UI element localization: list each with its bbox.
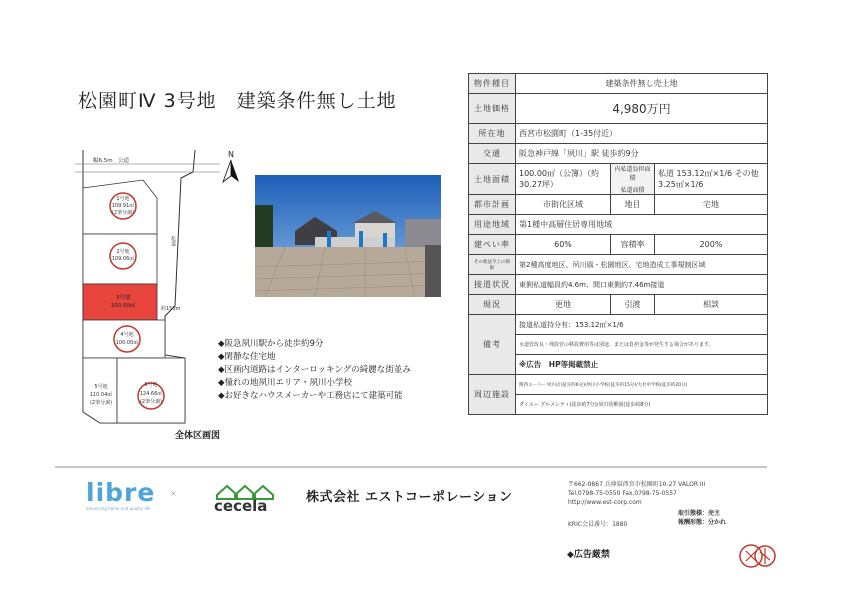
lot-2-name: 2号地 bbox=[116, 249, 130, 255]
spec-label: その他法令上の制限 bbox=[469, 255, 516, 275]
page-title: 松園町Ⅳ 3号地 建築条件無し土地 bbox=[78, 90, 397, 112]
address-line: 〒662-0867 兵庫県西宮市松園町10-27 VALOR III bbox=[568, 481, 706, 488]
lot-1-status: (2筆分譲) bbox=[111, 210, 135, 216]
lot-6-name: 6号地 bbox=[144, 382, 158, 388]
remarks-line: 水道管改良・埋設管の移設費用等は別途、または負担金等が発生する場合があります。 bbox=[516, 335, 768, 355]
table-row bbox=[469, 195, 768, 215]
map-caption: 全体区画図 bbox=[175, 431, 221, 441]
spec-label: 現況 bbox=[469, 295, 516, 315]
side-road-label: 私道 bbox=[170, 236, 176, 246]
lot-6-status: (2筆分譲) bbox=[139, 399, 163, 405]
spec-label: 周辺施設 bbox=[469, 375, 516, 415]
spec-label: 土地価格 bbox=[469, 94, 516, 124]
libre-logo: libre bbox=[86, 478, 156, 507]
spec-value: 第1種中高層住居専用地域 bbox=[516, 215, 768, 235]
lot-5-area: 110.04㎡ bbox=[89, 392, 113, 398]
company-name: 株式会社 エストコーポレーション bbox=[306, 490, 513, 505]
width-label: 約150m bbox=[161, 306, 181, 312]
spec-label: 容積率 bbox=[611, 235, 655, 255]
libre-tagline: enhancing home and quality life bbox=[86, 506, 151, 511]
torihiki-line: 報酬形態：分かれ bbox=[678, 519, 727, 526]
spec-label: 物件種目 bbox=[469, 74, 516, 94]
feature-item: ◆閑静な住宅地 bbox=[218, 352, 276, 362]
spec-value: 100.00㎡（公簿）（約30.27坪） bbox=[516, 164, 611, 195]
feature-item: ◆阪急夙川駅から徒歩約9分 bbox=[218, 339, 324, 349]
spec-label: 接道状況 bbox=[469, 275, 516, 295]
feature-item: ◆区画内道路はインターロッキングの綺麗な街並み bbox=[218, 365, 411, 375]
private-road-label-2: 私道面積 bbox=[620, 187, 645, 194]
lot-3-name: 3号地 bbox=[115, 295, 131, 301]
table-row bbox=[469, 255, 768, 275]
divider bbox=[55, 466, 767, 468]
table-row bbox=[469, 375, 768, 395]
spec-value: 市街化区域 bbox=[516, 195, 611, 215]
lot-4-area: 100.00㎡ bbox=[115, 340, 139, 346]
table-row bbox=[469, 315, 768, 335]
private-road-label-1: 内私道負担面積 bbox=[614, 166, 651, 182]
spec-value: 更地 bbox=[516, 295, 611, 315]
north-label: N bbox=[228, 150, 234, 159]
spec-label: 用途地域 bbox=[469, 215, 516, 235]
feature-item: ◆憧れの地夙川エリア・夙川小学校 bbox=[218, 378, 353, 388]
ad-note: ※広告 HP等掲載禁止 bbox=[516, 355, 768, 375]
spec-label bbox=[611, 164, 655, 195]
spec-value: 宅地 bbox=[655, 195, 768, 215]
spec-label: 地目 bbox=[611, 195, 655, 215]
lot-5-name: 5号地 bbox=[94, 384, 108, 390]
spec-table bbox=[468, 73, 768, 415]
feature-item: ◆お好きなハウスメーカーや工務店にて建築可能 bbox=[218, 391, 403, 401]
lot-1-name: 1号地 bbox=[116, 196, 130, 202]
remarks-line: 接道私道持分有：153.12㎡×1/6 bbox=[516, 315, 768, 335]
spec-value: 東側私道幅員約4.6m、間口東側約7.46m接道 bbox=[516, 275, 768, 295]
spec-value: 60% bbox=[516, 235, 611, 255]
lot-5-status: (2筆分譲) bbox=[89, 400, 113, 406]
spec-value: 阪急神戸線「夙川」駅 徒歩約9分 bbox=[516, 144, 768, 164]
lot-3-area: 100.00㎡ bbox=[110, 303, 136, 309]
spec-value: 建築条件無し売土地 bbox=[516, 74, 768, 94]
lot-3-highlight bbox=[83, 284, 157, 320]
table-row bbox=[469, 94, 768, 124]
url-line: http://www.est-corp.com bbox=[568, 499, 642, 506]
surroundings-line: 関西スーパー 夙川店(徒歩約6分)/夙川小学校(徒歩約15分)/大社中学校(徒歩約20分) bbox=[516, 375, 768, 395]
spec-label: 備考 bbox=[469, 315, 516, 375]
table-row bbox=[469, 164, 768, 195]
spec-value: 私道 153.12㎡×1/6 その他 3.25㎡×1/6 bbox=[655, 164, 768, 195]
spec-label: 引渡 bbox=[611, 295, 655, 315]
tel-line: Tel.0798-75-0550 Fax.0798-75-0557 bbox=[568, 490, 677, 497]
company-address bbox=[568, 480, 705, 507]
ad-ban-notice: ◆広告厳禁 bbox=[567, 550, 610, 560]
lot-6-area: 124.66㎡ bbox=[139, 391, 163, 397]
lot-2-area: 109.06㎡ bbox=[111, 256, 135, 262]
table-row bbox=[469, 295, 768, 315]
lot-1-area: 109.91㎡ bbox=[111, 203, 135, 209]
table-row bbox=[469, 124, 768, 144]
cross-mark: × bbox=[170, 489, 177, 498]
cecela-logo: cecela bbox=[214, 497, 268, 515]
krc-number: KRIC会員番号：1880 bbox=[568, 521, 628, 528]
price-value: 4,980万円 bbox=[516, 94, 768, 124]
spec-label: 交通 bbox=[469, 144, 516, 164]
spec-label: 建ぺい率 bbox=[469, 235, 516, 255]
spec-value: 第2種高度地区、夙川風・松園地区、宅地造成工事規制区域 bbox=[516, 255, 768, 275]
seal-stamp-icon bbox=[738, 538, 776, 574]
torihiki-line: 取引態様：売主 bbox=[678, 510, 721, 517]
lot-map bbox=[55, 148, 240, 430]
road-label: 幅6.5m 公道 bbox=[93, 158, 130, 164]
table-row bbox=[469, 235, 768, 255]
table-row bbox=[469, 74, 768, 94]
table-row bbox=[469, 144, 768, 164]
spec-value: 200% bbox=[655, 235, 768, 255]
lot-4-name: 4号地 bbox=[120, 332, 134, 338]
feature-list bbox=[218, 338, 411, 403]
street-photo bbox=[255, 175, 441, 297]
spec-label: 都市計画 bbox=[469, 195, 516, 215]
spec-value: 西宮市松園町（1-35付近） bbox=[516, 124, 768, 144]
surroundings-line: ダイエー グルメシティ(徒歩約7分)/夙川幼稚園(徒歩約8分) bbox=[516, 395, 768, 415]
table-row bbox=[469, 215, 768, 235]
spec-label: 所在地 bbox=[469, 124, 516, 144]
transaction-info bbox=[678, 509, 726, 527]
spec-label: 土地面積 bbox=[469, 164, 516, 195]
spec-value: 相談 bbox=[655, 295, 768, 315]
table-row bbox=[469, 275, 768, 295]
